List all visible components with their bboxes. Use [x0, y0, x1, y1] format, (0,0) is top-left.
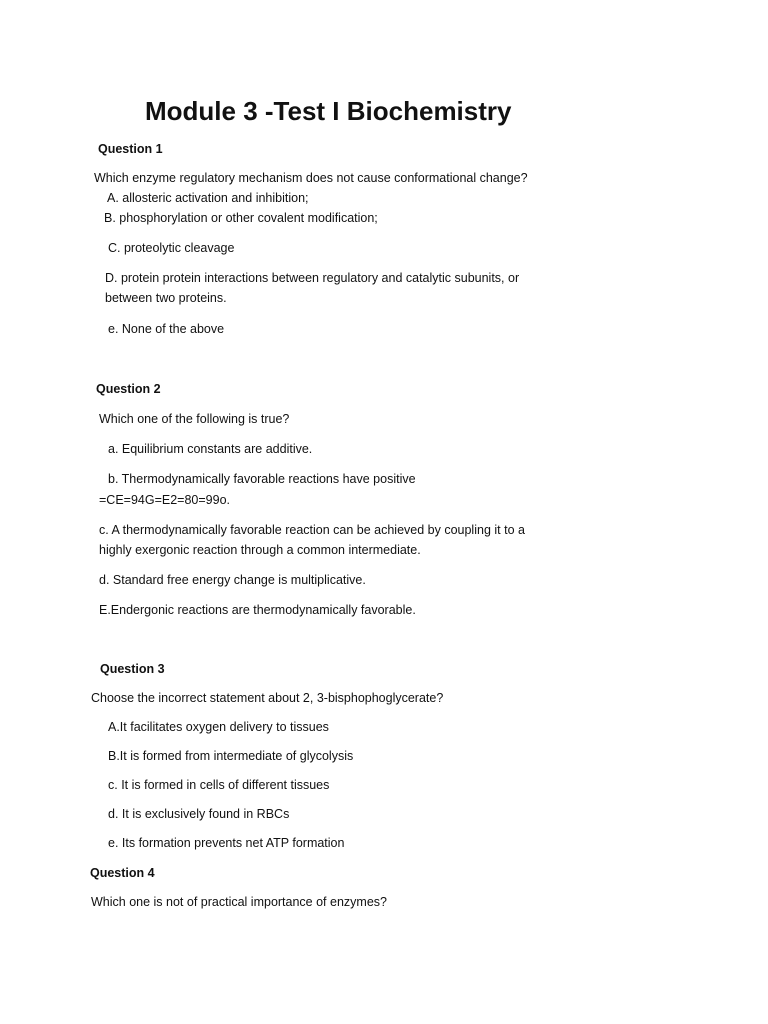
question-2-option-b-line-2: =CE=94G=E2=80=99o.	[99, 493, 231, 507]
question-2-option-b-line-1: b. Thermodynamically favorable reactions have positive	[108, 472, 416, 486]
question-3-option-a: A.It facilitates oxygen delivery to tissues	[108, 720, 329, 734]
question-2-option-c-line-2: highly exergonic reaction through a common intermediate.	[99, 543, 421, 557]
question-3-option-b: B.It is formed from intermediate of glycolysis	[108, 749, 354, 763]
question-4-text: Which one is not of practical importance of enzymes?	[91, 895, 387, 909]
question-3-option-e: e. Its formation prevents net ATP formation	[108, 836, 345, 850]
question-2-option-d: d. Standard free energy change is multiplicative.	[99, 573, 366, 587]
question-2-text: Which one of the following is true?	[99, 412, 290, 426]
question-2-heading: Question 2	[96, 382, 161, 396]
question-2-option-a: a. Equilibrium constants are additive.	[108, 442, 313, 456]
question-1-option-d-line-2: between two proteins.	[105, 291, 227, 305]
question-4-heading: Question 4	[90, 866, 155, 880]
question-1-option-a: A. allosteric activation and inhibition;	[107, 191, 309, 205]
question-1-option-d-line-1: D. protein protein interactions between regulatory and catalytic subunits, or	[105, 271, 520, 285]
question-2-option-e: E.Endergonic reactions are thermodynamically favorable.	[99, 603, 416, 617]
question-1-heading: Question 1	[98, 142, 163, 156]
question-3-option-c: c. It is formed in cells of different tissues	[108, 778, 330, 792]
question-1-option-c: C. proteolytic cleavage	[108, 241, 235, 255]
question-1-option-b: B. phosphorylation or other covalent modification;	[104, 211, 378, 225]
question-1-option-e: e. None of the above	[108, 322, 225, 336]
question-3-text: Choose the incorrect statement about 2, 3-bisphophoglycerate?	[91, 691, 444, 705]
question-3-option-d: d. It is exclusively found in RBCs	[108, 807, 290, 821]
question-1-text: Which enzyme regulatory mechanism does not cause conformational change?	[94, 171, 528, 185]
question-3-heading: Question 3	[100, 662, 165, 676]
page-title: Module 3 -Test I Biochemistry	[145, 96, 512, 126]
question-2-option-c-line-1: c. A thermodynamically favorable reaction can be achieved by coupling it to a	[99, 523, 525, 537]
